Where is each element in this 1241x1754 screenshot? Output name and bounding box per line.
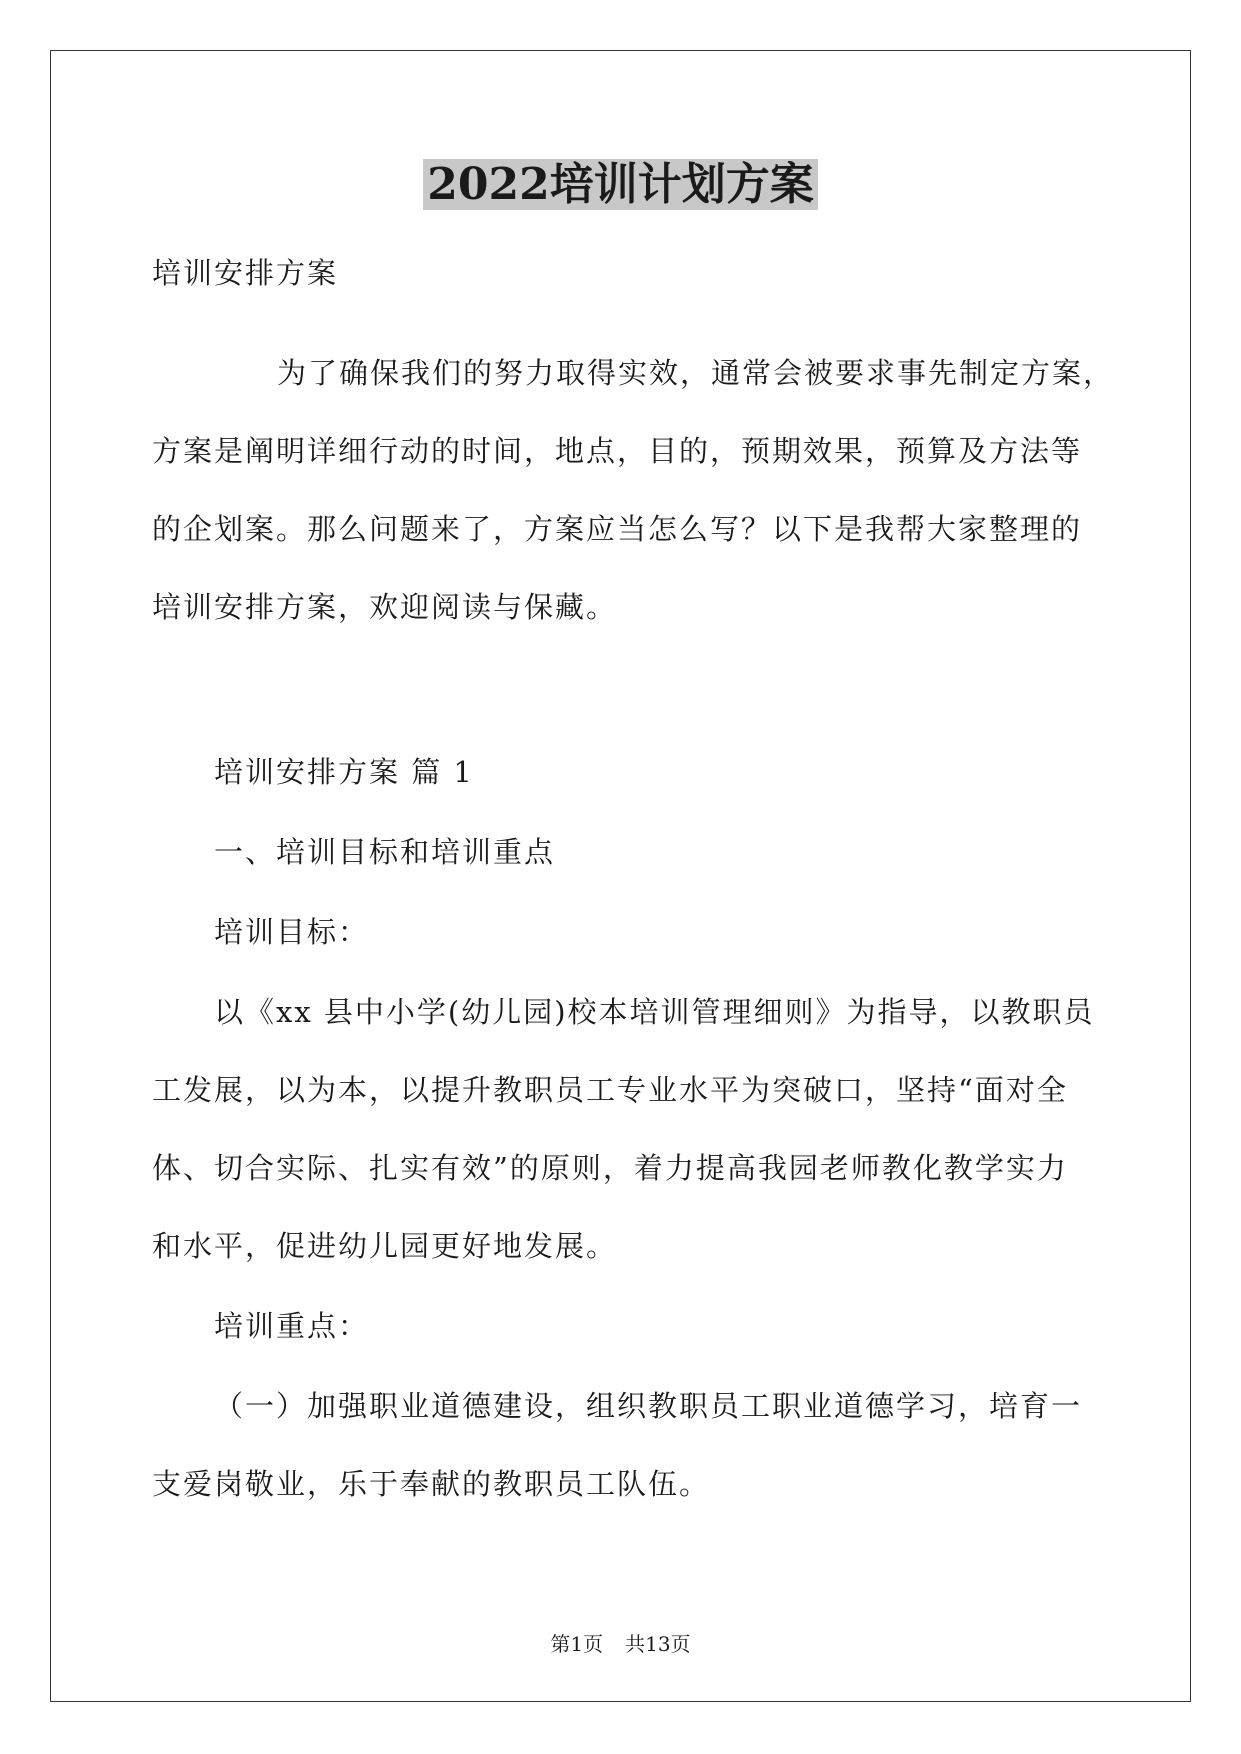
document-title [0, 155, 1241, 215]
goals-line-2: 工发展，以为本，以提升教职员工专业水平为突破口，坚持“面对全 [152, 1073, 1068, 1107]
page-footer [0, 1630, 1241, 1658]
focus-line-2: 支爱岗敬业，乐于奉献的教职员工队伍。 [152, 1467, 711, 1501]
page-total: 共13页 [625, 1632, 691, 1656]
intro-line-2: 方案是阐明详细行动的时间，地点，目的，预期效果，预算及方法等 [152, 434, 1083, 468]
document-title-text: 2022培训计划方案 [423, 159, 817, 210]
page-border [50, 50, 1191, 1702]
goals-label: 培训目标： [214, 915, 370, 949]
article-heading: 培训安排方案 篇 1 [214, 755, 474, 789]
goals-line-1: 以《xx 县中小学(幼儿园)校本培训管理细则》为指导，以教职员 [214, 995, 1095, 1029]
focus-label: 培训重点： [214, 1309, 370, 1343]
intro-line-3: 的企划案。那么问题来了，方案应当怎么写？以下是我帮大家整理的 [152, 512, 1083, 546]
goals-line-3: 体、切合实际、扎实有效”的原则，着力提高我园老师教化教学实力 [152, 1151, 1068, 1185]
focus-line-1: （一）加强职业道德建设，组织教职员工职业道德学习，培育一 [214, 1389, 1083, 1423]
subsection-heading: 一、培训目标和培训重点 [214, 835, 556, 869]
section-heading: 培训安排方案 [152, 256, 339, 290]
page-number: 第1页 [550, 1632, 604, 1656]
goals-line-4: 和水平，促进幼儿园更好地发展。 [152, 1229, 618, 1263]
intro-line-4: 培训安排方案，欢迎阅读与保藏。 [152, 590, 618, 624]
intro-line-1: 为了确保我们的努力取得实效，通常会被要求事先制定方案， [277, 356, 1115, 390]
